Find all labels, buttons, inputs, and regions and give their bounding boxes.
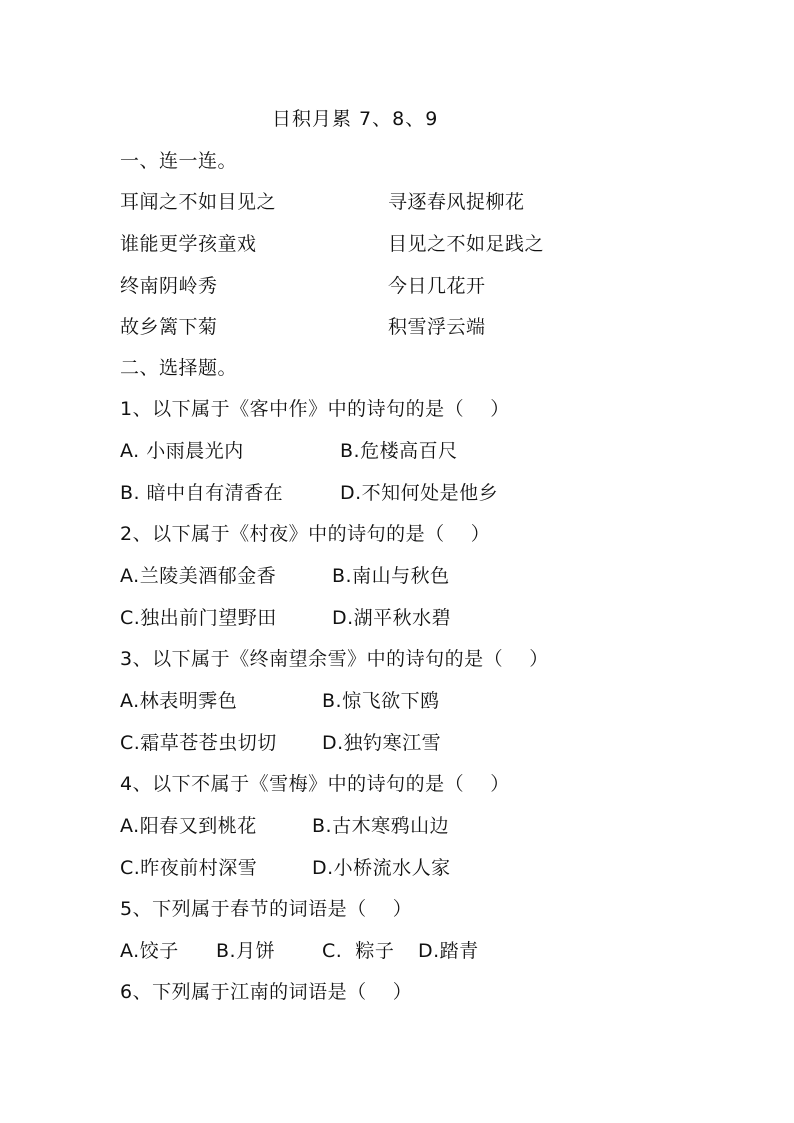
q2-option-d: D.湖平秋水碧 <box>332 607 452 629</box>
q3-option-b: B.惊飞欲下鸥 <box>322 690 440 712</box>
question-3: 3、以下属于《终南望余雪》中的诗句的是（ ） <box>120 648 549 670</box>
q4-option-a: A.阳春又到桃花 <box>120 815 257 837</box>
question-5: 5、下列属于春节的词语是（ ） <box>120 898 413 920</box>
q1-option-b: B.危楼高百尺 <box>340 440 458 462</box>
match-left-2: 谁能更学孩童戏 <box>120 233 257 255</box>
q5-option-b: B.月饼 <box>216 940 276 962</box>
match-left-3: 终南阴岭秀 <box>120 275 218 297</box>
q3-option-c: C.霜草苍苍虫切切 <box>120 732 277 754</box>
match-left-4: 故乡篱下菊 <box>120 316 218 338</box>
question-6: 6、下列属于江南的词语是（ ） <box>120 981 413 1003</box>
q4-option-d: D.小桥流水人家 <box>312 857 451 879</box>
q1-option-d: D.不知何处是他乡 <box>340 482 499 504</box>
question-4: 4、以下不属于《雪梅》中的诗句的是（ ） <box>120 773 510 795</box>
q2-option-a: A.兰陵美酒郁金香 <box>120 565 277 587</box>
match-right-4: 积雪浮云端 <box>388 316 486 338</box>
section2-heading: 二、选择题。 <box>120 357 238 379</box>
q3-option-a: A.林表明霁色 <box>120 690 238 712</box>
q2-option-c: C.独出前门望野田 <box>120 607 277 629</box>
question-2: 2、以下属于《村夜》中的诗句的是（ ） <box>120 523 491 545</box>
q1-option-a: A. 小雨晨光内 <box>120 440 244 462</box>
q5-option-c: C. 粽子 <box>322 940 395 962</box>
q1-option-c: B. 暗中自有清香在 <box>120 482 284 504</box>
q4-option-c: C.昨夜前村深雪 <box>120 857 258 879</box>
page-title: 日积月累 7、8、9 <box>272 108 439 130</box>
q5-option-a: A.饺子 <box>120 940 179 962</box>
q2-option-b: B.南山与秋色 <box>332 565 450 587</box>
q3-option-d: D.独钓寒江雪 <box>322 732 442 754</box>
q4-option-b: B.古木寒鸦山边 <box>312 815 450 837</box>
section1-heading: 一、连一连。 <box>120 150 238 172</box>
match-right-2: 目见之不如足践之 <box>388 233 545 255</box>
question-1: 1、以下属于《客中作》中的诗句的是（ ） <box>120 398 510 420</box>
match-left-1: 耳闻之不如目见之 <box>120 191 277 213</box>
match-right-3: 今日几花开 <box>388 275 486 297</box>
q5-option-d: D.踏青 <box>418 940 479 962</box>
match-right-1: 寻逐春风捉柳花 <box>388 191 525 213</box>
